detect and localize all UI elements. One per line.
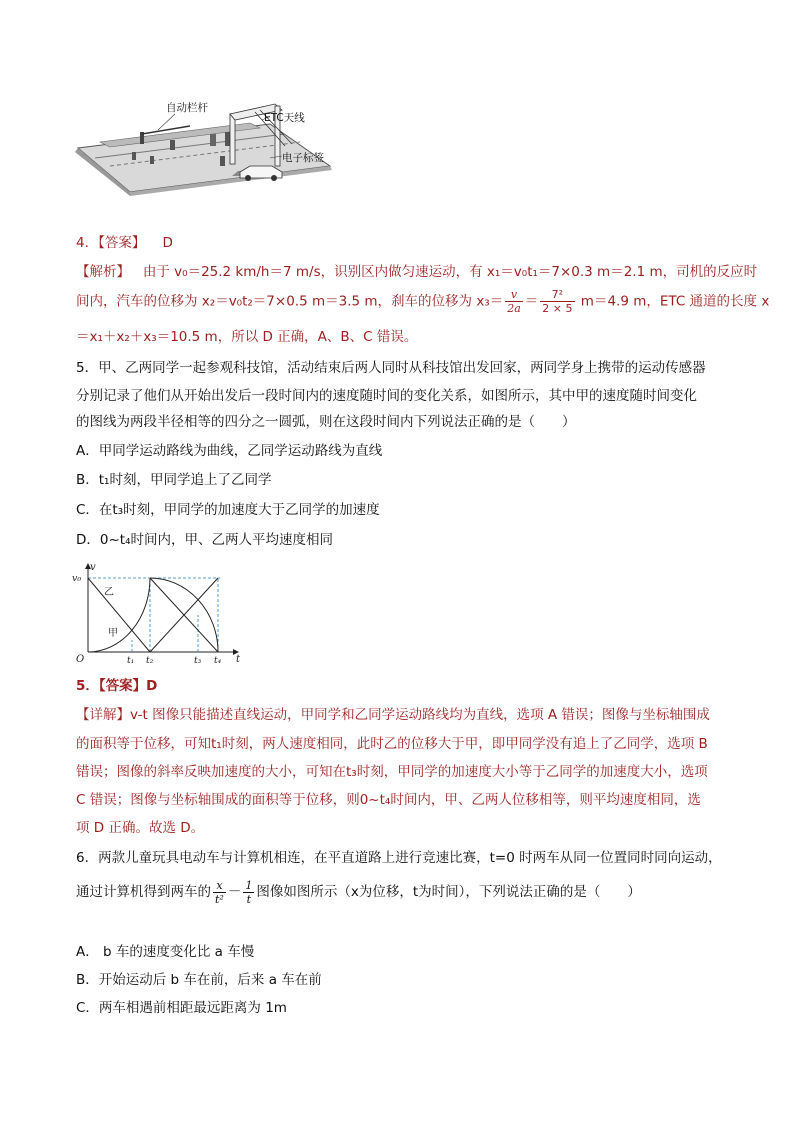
- q4-analysis-text2b: m＝4.9 m，ETC 通道的长度 x: [580, 293, 770, 310]
- label-auto-gate: 自动栏杆: [166, 102, 208, 114]
- q6-minus: －: [227, 884, 242, 900]
- q5-stem-line3: 的图线为两段半径相等的四分之一圆弧，则在这段时间内下列说法正确的是（ ）: [76, 414, 576, 430]
- q6-stem-text2a: 通过计算机得到两车的: [76, 884, 211, 900]
- q4-analysis-text1: 由于 v₀＝25.2 km/h＝7 m/s，识别区内做匀速运动，有 x₁＝v₀t₁＝7×0.3 m＝2.1 m，司机的反应时: [142, 264, 758, 280]
- q6-option-b: B．开始运动后 b 车在前，后来 a 车在前: [76, 972, 322, 988]
- q5-detail-line1: 【详解】v-t 图像只能描述直线运动，甲同学和乙同学运动路线均为直线，选项 A 错误；图像与坐标轴围成: [76, 707, 710, 723]
- q4-analysis-line1: [76, 262, 757, 282]
- q5-stem-line2: 分别记录了他们从开始出发后一段时间内的速度随时间的变化关系，如图所示，其中甲的速度随时间变化: [76, 388, 697, 404]
- q5-detail-line3: 错误；图像的斜率反映加速度的大小，可知在t₃时刻，甲同学的加速度大小等于乙同学的加速度大小，选项: [76, 764, 708, 780]
- label-electronic-tag: 电子标签: [282, 152, 324, 164]
- q5-vt-graph: [70, 560, 250, 666]
- q4-analysis-line2: 间内，汽车的位移为 x₂＝v₀t₂＝7×0.5 m＝3.5 m，刹车的位移为 x₃＝ $\frac{v}{2a}$ ＝ $\frac{\text{7²}}{2 \times 5}$ m＝4.9 m，ETC 通道的长度 x: [76, 288, 770, 315]
- q5-detail-line5: 项 D 正确。故选 D。: [76, 820, 205, 836]
- vt-label-yi: 乙: [104, 587, 114, 598]
- q4-analysis-tag: 【解析】: [76, 264, 130, 280]
- vt-label-jia: 甲: [108, 628, 118, 639]
- q5-option-c: C．在t₃时刻，甲同学的加速度大于乙同学的加速度: [76, 502, 380, 518]
- vt-graph-svg: [70, 560, 250, 666]
- q6-option-c: C．两车相遇前相距最远距离为 1m: [76, 1000, 287, 1016]
- q4-analysis-text2a: 间内，汽车的位移为 x₂＝v₀t₂＝7×0.5 m＝3.5 m，刹车的位移为 x₃＝: [76, 293, 504, 310]
- etc-figure: [70, 96, 340, 196]
- q4-answer-tag: 4．【答案】: [76, 235, 146, 251]
- q4-analysis-line3: ＝x₁＋x₂＋x₃＝10.5 m，所以 D 正确，A、B、C 错误。: [76, 329, 418, 345]
- q6-stem-text2b: 图像如图所示（x为位移，t为时间），下列说法正确的是（ ）: [256, 884, 641, 900]
- label-etc-antenna: ETC天线: [264, 112, 305, 124]
- q5-answer-line: 5．【答案】D: [76, 678, 158, 694]
- q6-stem-line1: 6．两款儿童玩具电动车与计算机相连，在平直道路上进行竞速比赛，t=0 时两车从同一位置同时同向运动，: [76, 850, 722, 866]
- vt-curve-yi-seg1: [88, 578, 150, 652]
- q5-detail-line4: C 错误；图像与坐标轴围成的面积等于位移，则0~t₄时间内，甲、乙两人位移相等，则平均速度相同，选: [76, 792, 701, 808]
- q5-option-b: B．t₁时刻，甲同学追上了乙同学: [76, 472, 272, 488]
- q6-stem-line2: [76, 872, 641, 912]
- q4-answer: D: [162, 235, 173, 251]
- q6-fraction-1-t: $\frac{1}{t}$: [245, 878, 253, 906]
- q6-option-a: A． b 车的速度变化比 a 车慢: [76, 944, 255, 960]
- vt-label-t4: t₄: [214, 656, 222, 666]
- vt-label-v0: v₀: [72, 573, 82, 584]
- vt-label-t2: t₂: [146, 656, 154, 666]
- q4-answer-line: [76, 233, 173, 253]
- q5-detail-line2: 的面积等于位移，可知t₁时刻，两人速度相同，此时乙的位移大于甲，即甲同学没有追上了乙同学，选项 B: [76, 736, 708, 752]
- q5-option-d: D．0~t₄时间内，甲、乙两人平均速度相同: [76, 532, 334, 548]
- vt-label-v: v: [90, 562, 96, 573]
- q5-stem-line1: 5．甲、乙两同学一起参观科技馆，活动结束后两人同时从科技馆出发回家，两同学身上携带的运动传感器: [76, 360, 706, 376]
- q5-option-a: A．甲同学运动路线为曲线，乙同学运动路线为直线: [76, 443, 383, 459]
- vt-label-t3: t₃: [194, 656, 202, 666]
- vt-label-origin: O: [76, 654, 85, 665]
- q4-fraction-7sq-2x5: $\frac{\text{7²}}{2 \times 5}$: [542, 288, 573, 315]
- q4-fraction-v-2a: $\frac{v}{2a}$: [507, 288, 521, 315]
- q6-fraction-x-t2: $\frac{x}{\text{t²}}$: [215, 878, 224, 906]
- vt-label-t: t: [236, 654, 241, 665]
- vt-label-t1: t₁: [127, 656, 135, 666]
